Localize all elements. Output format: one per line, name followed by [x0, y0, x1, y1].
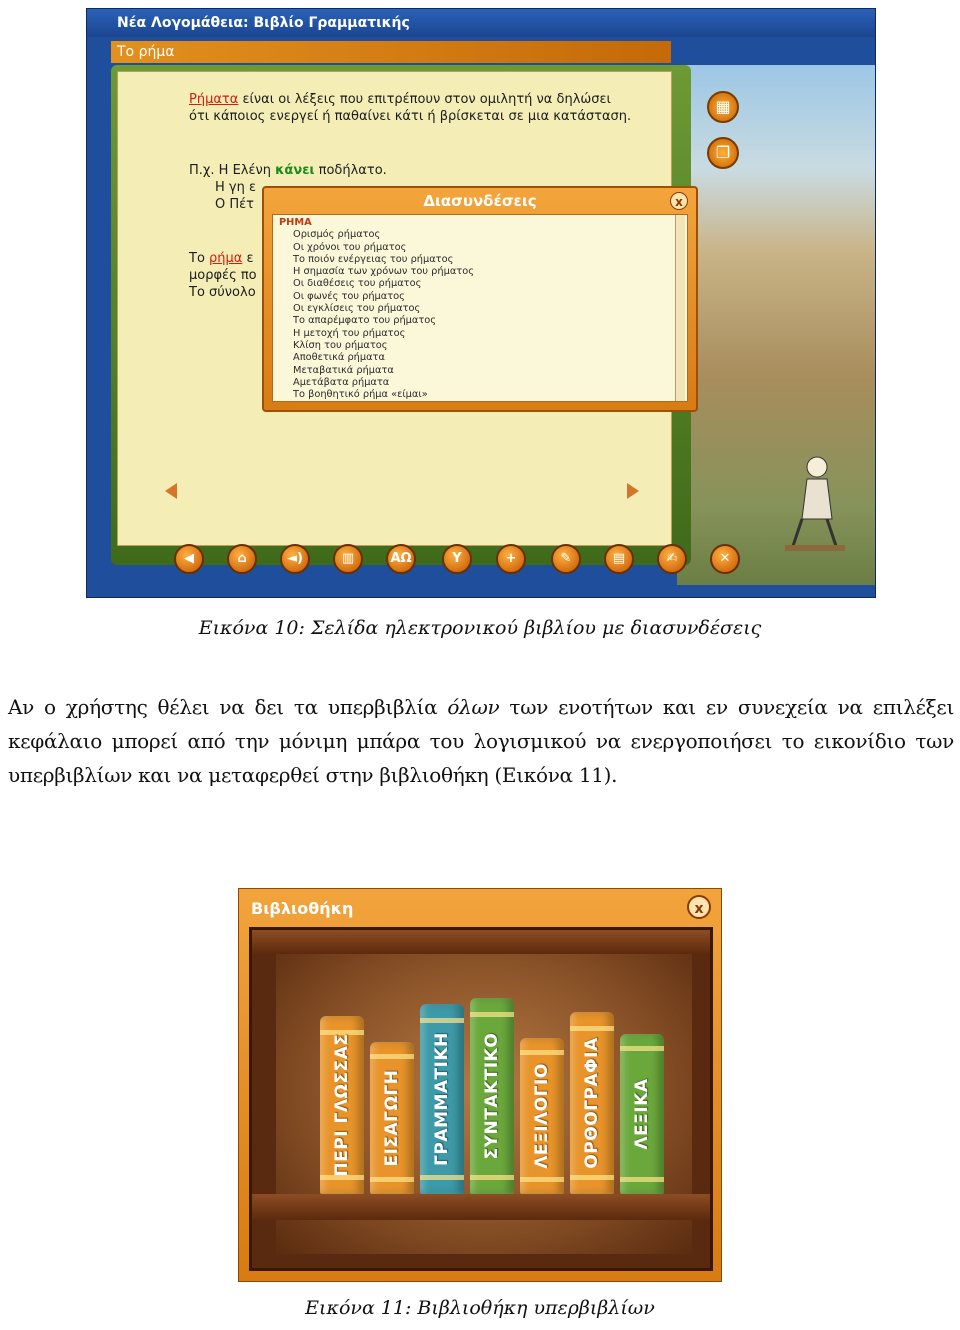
book-syntaktiko[interactable]: [470, 998, 514, 1194]
link-item[interactable]: Η σημασία των χρόνων του ρήματος: [293, 266, 474, 278]
spine-band: [470, 1012, 514, 1017]
example-prefix: Π.χ. Η Ελένη: [189, 163, 276, 178]
links-dialog-title: Διασυνδέσεις: [423, 192, 537, 210]
library-close-button[interactable]: x: [687, 895, 711, 919]
links-dialog: [262, 186, 698, 412]
table-icon: ▦: [715, 97, 731, 116]
spine-band: [570, 1026, 614, 1031]
links-dialog-close-button[interactable]: x: [670, 192, 688, 210]
print-icon[interactable]: ▤: [604, 544, 634, 574]
example-line3: Ο Πέτ: [215, 197, 254, 212]
link-item[interactable]: Αποθετικά ρήματα: [293, 352, 385, 364]
ancient-figure-illustration: [777, 449, 847, 559]
spine-band: [620, 1046, 664, 1051]
bookshelf: [249, 927, 713, 1271]
alpha-omega-icon[interactable]: ΑΩ: [386, 544, 416, 574]
book-orthografia[interactable]: [570, 1012, 614, 1194]
edit-icon[interactable]: ✍: [657, 544, 687, 574]
link-item[interactable]: Ορισμός ρήματος: [293, 229, 381, 241]
book-label: ΣΥΝΤΑΚΤΙΚΟ: [482, 1032, 502, 1160]
book-lexilogio[interactable]: [520, 1038, 564, 1194]
shelf-board-bottom: [252, 1194, 710, 1220]
links-list-heading: ΡΗΜΑ: [279, 217, 312, 228]
previous-page-arrow-icon[interactable]: [165, 483, 177, 499]
book-label: ΕΙΣΑΓΩΓΗ: [382, 1069, 402, 1167]
links-scrollbar[interactable]: [675, 215, 685, 401]
home-icon[interactable]: ⌂: [227, 544, 257, 574]
book-label: ΟΡΘΟΓΡΑΦΙΑ: [582, 1037, 602, 1169]
book-grammatiki[interactable]: [420, 1004, 464, 1194]
spine-band: [570, 1175, 614, 1180]
paragraph-part1: Αν ο χρήστης θέλει να δει τα υπερβιβλία: [8, 695, 448, 719]
library-title: Βιβλιοθήκη: [251, 899, 354, 918]
spine-band: [470, 1175, 514, 1180]
para2-line3: Το σύνολο: [189, 285, 256, 300]
book-label: ΛΕΞΙΚΑ: [632, 1078, 652, 1150]
link-item[interactable]: Η μετοχή του ρήματος: [293, 327, 406, 339]
link-item[interactable]: Οι διαθέσεις του ρήματος: [293, 278, 422, 290]
link-item[interactable]: Το ποιόν ενέργειας του ρήματος: [293, 253, 454, 265]
book-label: ΓΡΑΜΜΑΤΙΚΗ: [432, 1032, 452, 1166]
paragraph-italic: όλων: [447, 695, 500, 719]
trophy-icon[interactable]: Y: [442, 544, 472, 574]
example-suffix: ποδήλατο.: [314, 163, 387, 178]
side-button-copy[interactable]: [707, 137, 739, 169]
sound-icon[interactable]: ◄): [280, 544, 310, 574]
body-paragraph: [8, 690, 954, 792]
bottom-toolbar: [86, 540, 746, 580]
book-label: ΠΕΡΙ ΓΛΩΣΣΑΣ: [332, 1033, 352, 1177]
link-item[interactable]: Το βοηθητικό ρήμα «είμαι»: [293, 389, 428, 401]
spine-band: [420, 1018, 464, 1023]
link-item[interactable]: Κλίση του ρήματος: [293, 339, 388, 351]
link-item[interactable]: Οι φωνές του ρήματος: [293, 290, 405, 302]
next-page-arrow-icon[interactable]: [627, 483, 639, 499]
spine-band: [370, 1177, 414, 1182]
term-link-rimata[interactable]: Ρήματα: [189, 92, 239, 107]
plus-icon[interactable]: +: [496, 544, 526, 574]
links-list: [272, 214, 688, 402]
link-item[interactable]: Οι χρόνοι του ρήματος: [293, 241, 407, 253]
para2-prefix: Το: [189, 251, 210, 266]
shelf-board-top: [252, 930, 710, 954]
window-title: Νέα Λογομάθεια: Βιβλίο Γραμματικής: [87, 9, 875, 37]
link-item[interactable]: Οι εγκλίσεις του ρήματος: [293, 303, 421, 315]
side-button-table[interactable]: [707, 91, 739, 123]
example-verb: κάνει: [275, 163, 315, 178]
book-eisagogi[interactable]: [370, 1042, 414, 1194]
book-lexika[interactable]: [620, 1034, 664, 1194]
spine-band: [620, 1177, 664, 1182]
book-label: ΛΕΞΙΛΟΓΙΟ: [532, 1063, 552, 1169]
link-item[interactable]: Αμετάβατα ρήματα: [293, 376, 390, 388]
definition-text: είναι οι λέξεις που επιτρέπουν στον ομιλητή να δηλώσει: [238, 92, 611, 107]
section-title: Το ρήμα: [111, 41, 671, 63]
back-icon[interactable]: ◀: [174, 544, 204, 574]
book-peri-glossas[interactable]: [320, 1016, 364, 1194]
example-line2: Η γη ε: [215, 180, 256, 195]
wrench-icon[interactable]: ✎: [551, 544, 581, 574]
para2-rest: ε: [242, 251, 254, 266]
figure-caption-10: Εικόνα 10: Σελίδα ηλεκτρονικού βιβλίου με διασυνδέσεις: [198, 617, 762, 639]
copy-icon: ❐: [715, 143, 731, 162]
paragraph-part2: των ενοτήτων και εν συνεχεία να επιλέξει κεφάλαιο μπορεί από την μόνιμη μπάρα του λογισμικού να ενεργοποιήσει το εικονίδιο των υπερβιβλίων και να μεταφερθεί στην βιβλιοθήκη (Εικόνα 11).: [8, 695, 954, 787]
figure-caption-11: Εικόνα 11: Βιβλιοθήκη υπερβιβλίων: [305, 1297, 655, 1319]
spine-band: [520, 1177, 564, 1182]
link-item[interactable]: Το απαρέμφατο του ρήματος: [293, 315, 437, 327]
term-link-rima[interactable]: ρήμα: [209, 251, 243, 266]
spine-band: [370, 1054, 414, 1059]
definition-text-line2: ότι κάποιος ενεργεί ή παθαίνει κάτι ή βρίσκεται σε μια κατάσταση.: [189, 109, 632, 124]
book-icon[interactable]: ▥: [333, 544, 363, 574]
link-item[interactable]: Μεταβατικά ρήματα: [293, 364, 394, 376]
spine-band: [520, 1050, 564, 1055]
screenshot-library: [238, 888, 722, 1282]
para2-line2: μορφές πο: [189, 268, 257, 283]
spine-band: [420, 1175, 464, 1180]
close-icon[interactable]: ✕: [710, 544, 740, 574]
